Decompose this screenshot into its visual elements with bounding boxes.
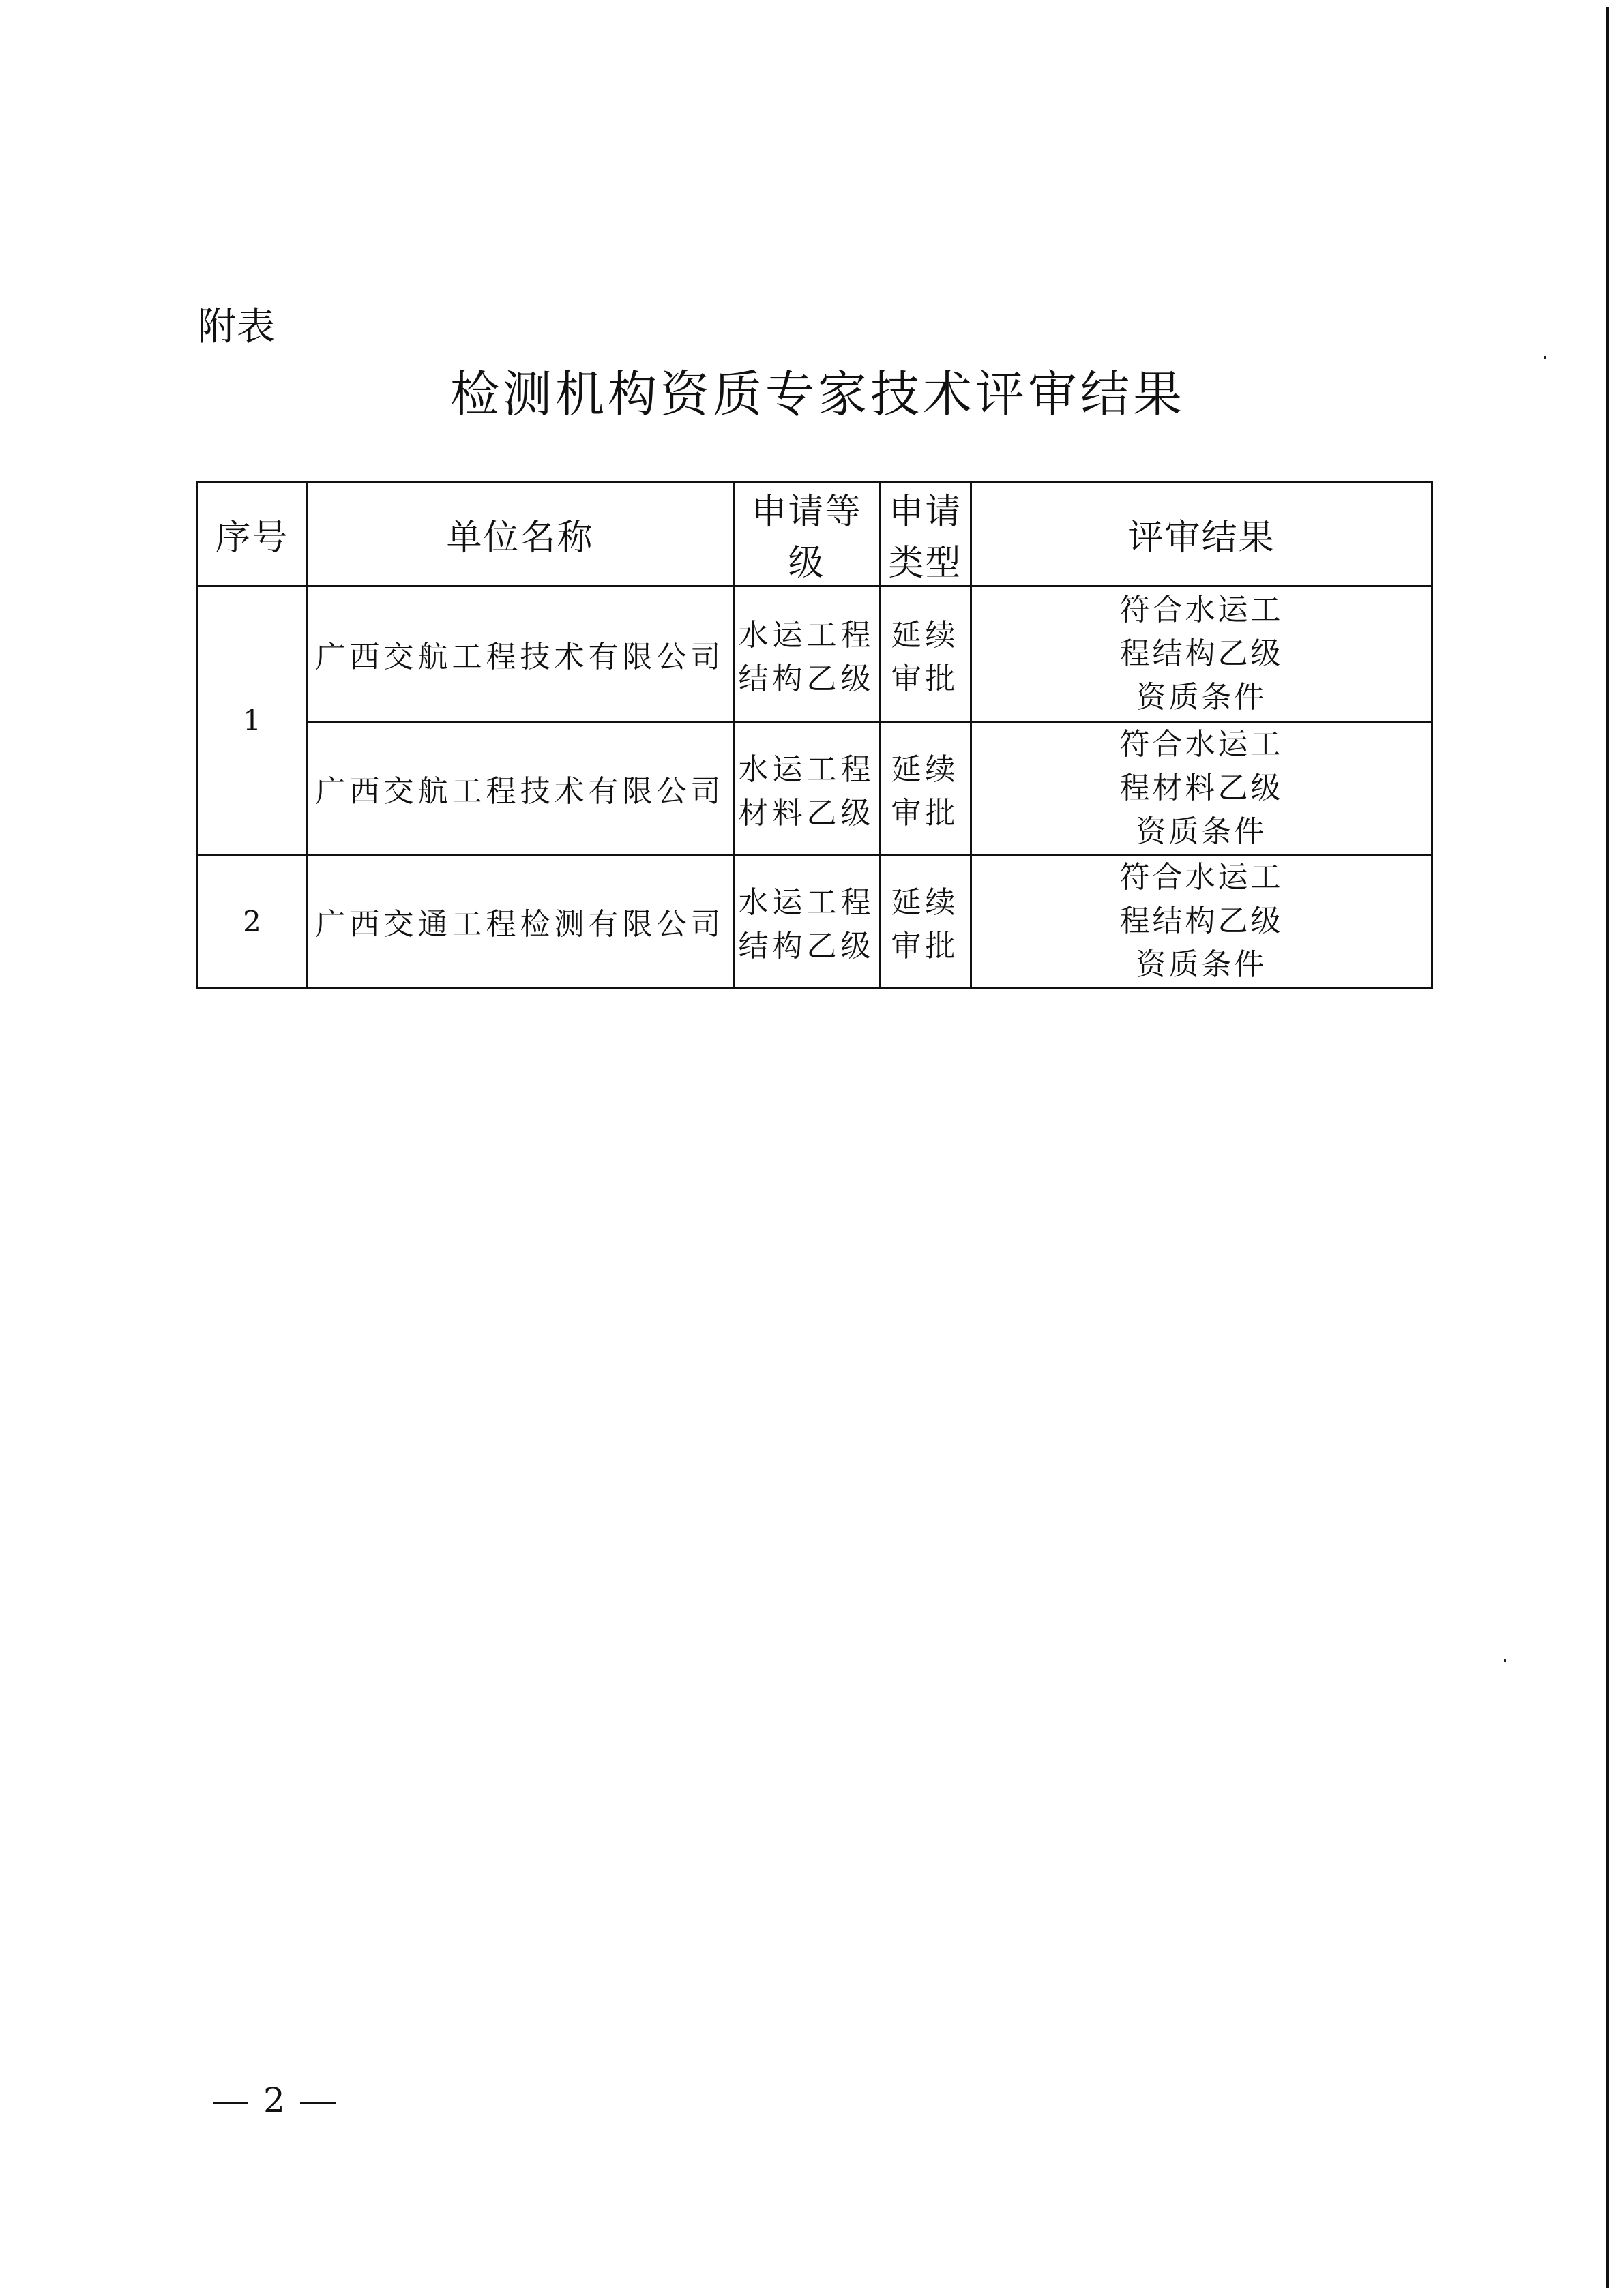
- review-result-table: [196, 481, 1433, 989]
- table-row: [198, 586, 1432, 722]
- page-dash-left: [213, 2102, 248, 2104]
- table-header-row: [198, 482, 1432, 586]
- result-line: 资质条件: [1136, 680, 1267, 715]
- result-line: 程结构乙级: [1119, 636, 1284, 671]
- cell-type: 延续审批: [880, 855, 971, 988]
- cell-result: [971, 855, 1432, 988]
- table-row: [198, 722, 1432, 855]
- cell-index: 2: [198, 855, 307, 988]
- cell-type: 延续审批: [880, 722, 971, 855]
- result-line: 符合水运工: [1119, 593, 1284, 627]
- result-line: 程材料乙级: [1119, 771, 1284, 805]
- header-grade: 申请等级: [734, 482, 880, 586]
- page-dash-right: [300, 2102, 336, 2104]
- scan-speck: [1544, 356, 1546, 359]
- result-line: 资质条件: [1136, 947, 1267, 982]
- scan-edge-line: [1606, 7, 1609, 2288]
- result-line: 程结构乙级: [1119, 904, 1284, 938]
- attachment-label: 附表: [198, 305, 276, 349]
- cell-grade: 水运工程结构乙级: [734, 586, 880, 722]
- cell-grade: 水运工程材料乙级: [734, 722, 880, 855]
- result-line: 符合水运工: [1119, 860, 1284, 895]
- result-line: 资质条件: [1136, 814, 1267, 849]
- result-line: 符合水运工: [1119, 727, 1284, 762]
- header-result: 评审结果: [971, 482, 1432, 586]
- cell-type: 延续审批: [880, 586, 971, 722]
- cell-unit-name: 广西交通工程检测有限公司: [307, 855, 734, 988]
- header-type: 申请类型: [880, 482, 971, 586]
- cell-unit-name: 广西交航工程技术有限公司: [307, 586, 734, 722]
- cell-grade: 水运工程结构乙级: [734, 855, 880, 988]
- cell-index: 1: [198, 586, 307, 855]
- table-row: [198, 855, 1432, 988]
- header-index: 序号: [198, 482, 307, 586]
- cell-result: [971, 586, 1432, 722]
- document-title: 检测机构资质专家技术评审结果: [450, 366, 1186, 423]
- scan-speck: [1504, 1659, 1506, 1662]
- cell-result: [971, 722, 1432, 855]
- header-unit-name: 单位名称: [307, 482, 734, 586]
- page-number: [198, 2076, 351, 2124]
- cell-unit-name: 广西交航工程技术有限公司: [307, 722, 734, 855]
- page-number-value: 2: [263, 2081, 285, 2120]
